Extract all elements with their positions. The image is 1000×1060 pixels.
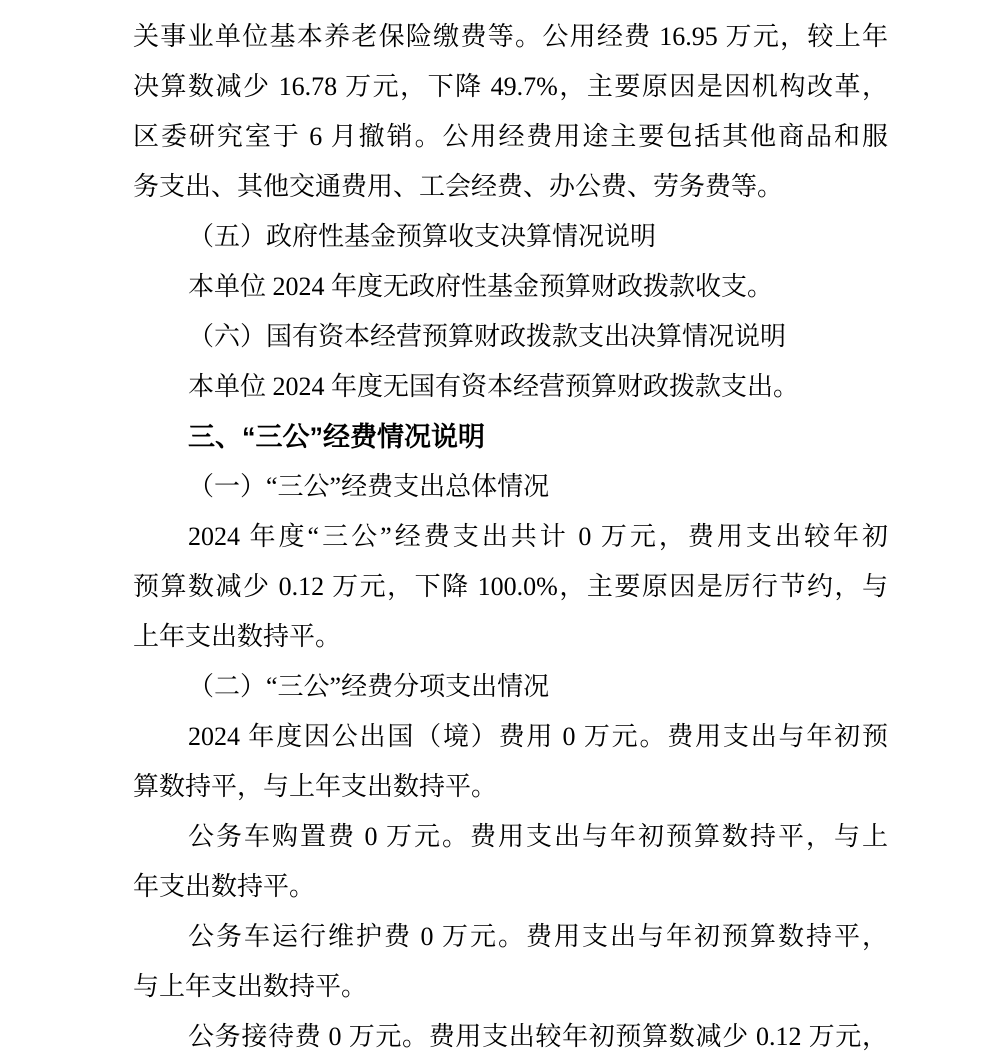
document-line: 公务车运行维护费 0 万元。费用支出与年初预算数持平， [188,922,888,951]
subsection-heading-sangong-items: （二）“三公”经费分项支出情况 [188,672,550,701]
document-line: 公务接待费 0 万元。费用支出较年初预算数减少 0.12 万元， [188,1022,888,1051]
document-line: 2024 年度“三公”经费支出共计 0 万元，费用支出较年初 [188,522,888,551]
document-line: 决算数减少 16.78 万元，下降 49.7%，主要原因是因机构改革， [133,72,888,101]
subsection-heading-sangong-total: （一）“三公”经费支出总体情况 [188,472,550,501]
document-line: 关事业单位基本养老保险缴费等。公用经费 16.95 万元，较上年 [133,22,888,51]
document-line: 本单位 2024 年度无政府性基金预算财政拨款收支。 [188,272,774,301]
document-line: 2024 年度因公出国（境）费用 0 万元。费用支出与年初预 [188,722,888,751]
subsection-heading-state-capital: （六）国有资本经营预算财政拨款支出决算情况说明 [188,322,787,351]
document-line: 务支出、其他交通费用、工会经费、办公费、劳务费等。 [133,172,784,201]
document-line: 与上年支出数持平。 [133,972,368,1001]
document-line: 预算数减少 0.12 万元，下降 100.0%，主要原因是厉行节约，与 [133,572,888,601]
subsection-heading-gov-fund: （五）政府性基金预算收支决算情况说明 [188,222,657,251]
document-line: 算数持平，与上年支出数持平。 [133,772,498,801]
document-line: 区委研究室于 6 月撤销。公用经费用途主要包括其他商品和服 [133,122,888,151]
document-line: 年支出数持平。 [133,872,316,901]
document-line: 公务车购置费 0 万元。费用支出与年初预算数持平，与上 [188,822,888,851]
section-heading-sangong: 三、“三公”经费情况说明 [188,422,485,452]
document-line: 上年支出数持平。 [133,622,342,651]
document-line: 本单位 2024 年度无国有资本经营预算财政拨款支出。 [188,372,800,401]
